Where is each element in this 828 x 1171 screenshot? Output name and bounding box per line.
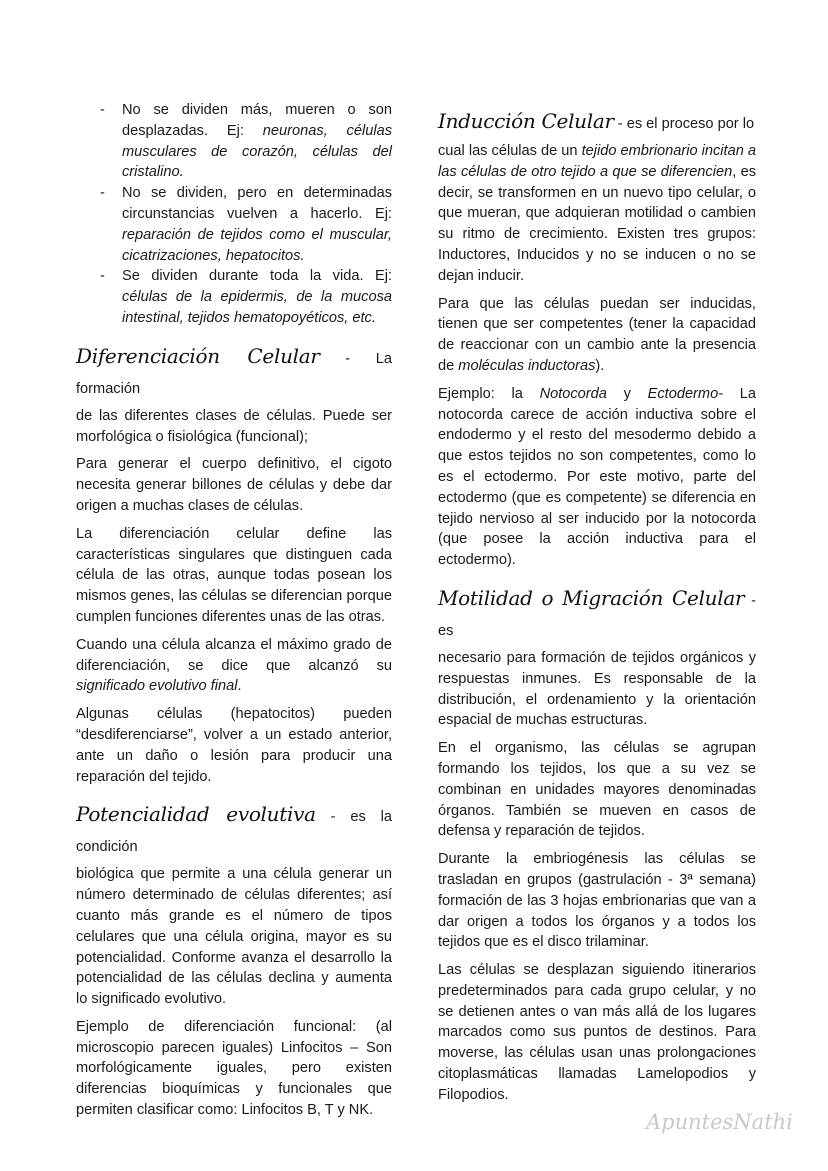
section-induccion bbox=[438, 106, 756, 287]
bullet-text: Se dividen durante toda la vida. Ej: bbox=[122, 268, 392, 285]
paragraph: Ejemplo de diferenciación funcional: (al microscopio parecen iguales) Linfocitos – Son morfológicamente iguales, pero existen diferencias bioquímicas y funcionales que permiten clasificar como: Linfocitos B, T y NK. bbox=[76, 1018, 392, 1119]
paragraph-text: de las diferentes clases de células. Puede ser morfológica o fisiológica (funcional); bbox=[76, 407, 392, 445]
section-heading: Motilidad o Migración Celular bbox=[438, 585, 745, 610]
emphasis: significado evolutivo final bbox=[76, 678, 238, 695]
bullet-item bbox=[100, 100, 392, 183]
paragraph-text: . bbox=[237, 678, 242, 695]
emphasis: Notocorda bbox=[539, 385, 607, 402]
left-column bbox=[76, 100, 392, 1128]
heading-lead: - es el proceso por lo bbox=[613, 116, 755, 132]
section-motilidad bbox=[438, 583, 756, 731]
paragraph-text: Para que las células puedan ser inducidas, tienen que ser competentes (tener la capacidad de reaccionar con un cambio ante la presencia de bbox=[438, 295, 756, 374]
right-column bbox=[438, 106, 756, 1113]
heading-lead: - es bbox=[438, 592, 757, 639]
heading-lead: - es la condición bbox=[76, 809, 393, 856]
emphasis: moléculas inductoras bbox=[458, 357, 596, 374]
paragraph bbox=[438, 384, 756, 571]
paragraph-text: , es decir, se transformen en un nuevo tipo celular, o que mueran, que adquieran motilidad o cambien su ritmo de crecimiento. Existen tres grupos: Inductores, Inducidos y no se inducen o no se dejan inducir. bbox=[438, 163, 756, 284]
bullet-item bbox=[100, 183, 392, 266]
paragraph bbox=[438, 294, 756, 377]
paragraph: Las células se desplazan siguiendo itinerarios predeterminados para cada grupo celular, y no se detienen antes o van más allá de los lugares marcados como sus puntos de destinos. Para moverse, las células usan unas prolongaciones citoplasmáticas llamadas Lamelopodios y Filopodios. bbox=[438, 962, 756, 1103]
emphasis: Ectodermo- bbox=[647, 385, 724, 402]
section-heading: Potencialidad evolutiva bbox=[76, 802, 316, 827]
bullet-example: neuronas, células musculares de corazón, células del cristalino. bbox=[122, 122, 392, 181]
paragraph-text: La notocorda carece de acción inductiva sobre el endodermo y el resto del mesodermo debido a que estos tejidos no son competentes, como lo es el ectodermo. Por este motivo, parte del ectodermo (que es competente) se diferencia en tejido nervioso al ser inducido por la notocorda (que posee la acción inductiva para el ectodermo). bbox=[438, 385, 757, 569]
heading-lead: - La formación bbox=[76, 350, 393, 397]
paragraph: La diferenciación celular define las características singulares que distinguen cada célula de las otras, aunque todas posean los mismos genes, las células se diferencian porque cumplen funciones diferentes unas de las otras. bbox=[76, 525, 392, 625]
bullet-dash: - bbox=[100, 102, 105, 118]
paragraph-text: cual las células de un bbox=[438, 143, 582, 159]
paragraph-text: ). bbox=[595, 357, 605, 374]
paragraph bbox=[76, 635, 392, 697]
watermark: ApuntesNathi bbox=[646, 1110, 793, 1134]
paragraph-text: necesario para formación de tejidos orgánicos y respuestas inmunes. Es responsable de la distribución, el ordenamiento y la orientación espacial de muchas estructuras. bbox=[438, 649, 756, 729]
bullet-text: No se dividen, pero en determinadas circunstancias vuelven a hacerlo. Ej: bbox=[122, 185, 392, 222]
bullet-dash: - bbox=[100, 268, 105, 285]
bullet-item bbox=[100, 266, 392, 328]
section-diferenciacion bbox=[76, 341, 392, 448]
bullet-example: células de la epidermis, de la mucosa intestinal, tejidos hematopoyéticos, etc. bbox=[122, 289, 392, 326]
bullet-text: No se dividen más, mueren o son desplazadas. Ej: bbox=[122, 102, 392, 139]
paragraph: Para generar el cuerpo definitivo, el cigoto necesita generar billones de células y debe dar origen a muchas clases de células. bbox=[76, 456, 392, 514]
emphasis: tejido embrionario incitan a las células de otro tejido a que se diferencien bbox=[438, 143, 757, 180]
section-potencialidad bbox=[76, 799, 392, 1010]
paragraph-text: Ejemplo: la bbox=[438, 385, 540, 402]
paragraph-text: biológica que permite a una célula generar un número determinado de células diferentes; así cuanto más grande es el número de tipos celulares que una célula origina, mayor es su potencialidad. Conforme avanza el desarrollo la potencialidad de las células declina y aumenta lo significado evolutivo. bbox=[76, 866, 392, 1008]
bullet-example: reparación de tejidos como el muscular, cicatrizaciones, hepatocitos. bbox=[122, 226, 392, 264]
paragraph-text: Cuando una célula alcanza el máximo grado de diferenciación, se dice que alcanzó su bbox=[76, 636, 392, 674]
paragraph: En el organismo, las células se agrupan formando los tejidos, los que a su vez se combinan en unidades mayores denominadas órganos. También se mueven en casos de defensa y reparación de tejidos. bbox=[438, 740, 756, 840]
section-heading: Inducción Celular bbox=[438, 109, 614, 133]
paragraph: Algunas células (hepatocitos) pueden “desdiferenciarse”, volver a un estado anterior, ante un daño o lesión para producir una reparación del tejido. bbox=[76, 706, 392, 785]
paragraph-text: y bbox=[606, 385, 648, 402]
bullet-dash: - bbox=[100, 185, 105, 202]
section-heading: Diferenciación Celular bbox=[76, 343, 320, 368]
paragraph: Durante la embriogénesis las células se trasladan en grupos (gastrulación - 3ª semana) formación de las 3 hojas embrionarias que van a dar origen a todos los órganos y a todos los tejidos que es el disco trilaminar. bbox=[438, 851, 756, 951]
